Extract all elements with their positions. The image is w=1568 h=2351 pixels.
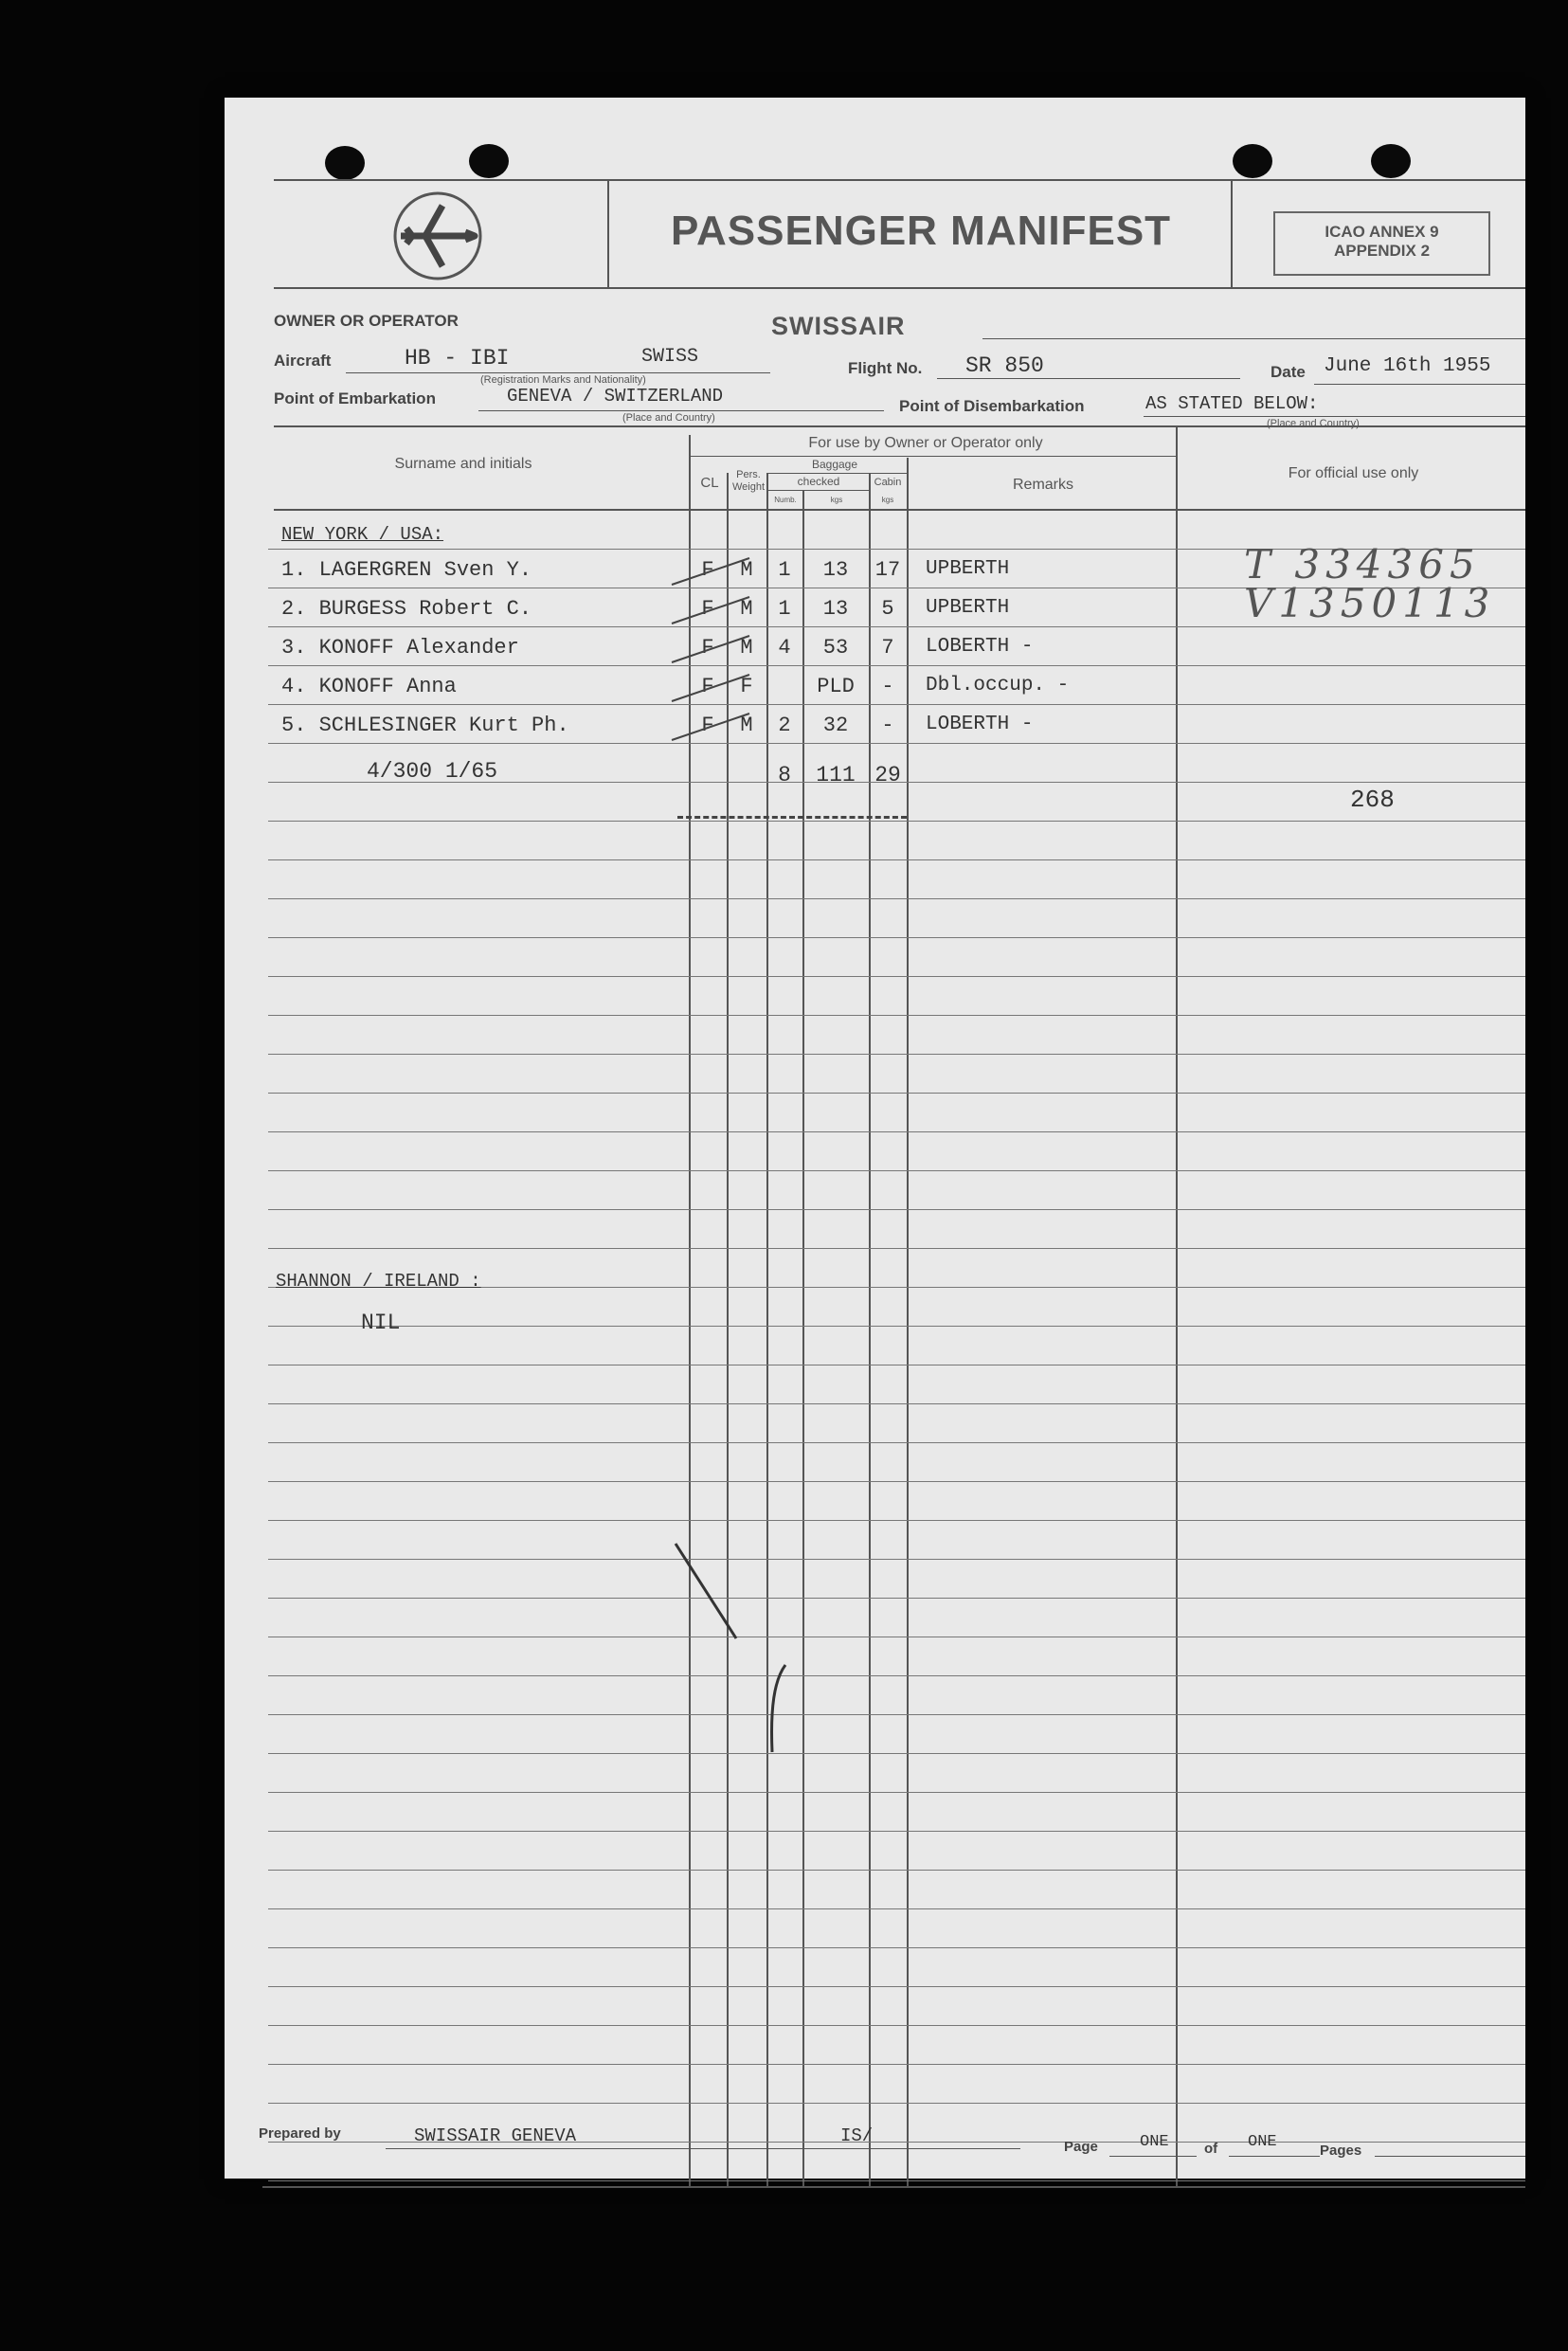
cabin-kgs: - [881, 675, 894, 698]
baggage-kgs: 13 [822, 597, 849, 621]
remarks-header: Remarks [1012, 477, 1073, 493]
form-title: PASSENGER MANIFEST [670, 208, 1172, 254]
official-handwritten-number: V1350113 [1244, 580, 1496, 626]
signature: IS/ [840, 2125, 874, 2146]
row-rule [268, 665, 1525, 666]
passenger-class: F [701, 636, 714, 660]
row-rule [268, 1326, 1525, 1327]
baggage-numb: 2 [778, 714, 791, 737]
disembarkation-label: Point of Disembarkation [899, 397, 1085, 415]
kgs-header: kgs [830, 496, 843, 504]
row-rule [268, 626, 1525, 627]
flight-value: SR 850 [965, 353, 1044, 378]
row-rule [268, 1908, 1525, 1909]
row-rule [268, 1442, 1525, 1443]
row-rule [268, 1170, 1525, 1171]
punch-hole [469, 144, 509, 178]
passenger-remarks: UPBERTH [926, 558, 1010, 580]
pen-slash-mark [668, 669, 753, 707]
pers-weight-header [729, 469, 768, 494]
annex-line: ICAO ANNEX 9 [1325, 223, 1439, 241]
baggage-kgs: 53 [822, 636, 849, 660]
of-value: ONE [1248, 2133, 1277, 2151]
flight-label: Flight No. [848, 359, 923, 377]
section-shannon-heading: SHANNON / IRELAND : [276, 1271, 481, 1292]
cabin-header: Cabin [874, 477, 902, 488]
cabin-kgs: 7 [881, 636, 894, 660]
row-rule [268, 1520, 1525, 1521]
totals-cabin: 29 [874, 763, 901, 787]
surname-header: Surname and initials [394, 456, 532, 472]
numb-header: Numb. [774, 496, 797, 504]
airline-logo-icon [387, 190, 488, 281]
passenger-class: F [701, 714, 714, 737]
pers-label: Pers. [736, 469, 761, 480]
baggage-numb: 1 [778, 558, 791, 582]
pen-strike-mark [670, 1540, 746, 1644]
passenger-remarks: LOBERTH - [926, 714, 1034, 735]
checked-header: checked [797, 475, 840, 488]
page-value: ONE [1140, 2133, 1169, 2151]
cl-header: CL [700, 475, 719, 491]
aircraft-hint: (Registration Marks and Nationality) [480, 374, 646, 386]
date-label: Date [1271, 363, 1306, 381]
row-rule [268, 2103, 1525, 2104]
aircraft-label: Aircraft [274, 352, 332, 370]
row-rule [268, 2064, 1525, 2065]
row-rule [268, 859, 1525, 860]
passenger-remarks: Dbl.occup. - [926, 675, 1070, 696]
passenger-weight: M [740, 597, 753, 621]
disembarkation-value: AS STATED BELOW: [1145, 393, 1319, 414]
of-label: of [1204, 2141, 1218, 2157]
row-rule [268, 1831, 1525, 1832]
passenger-weight: M [740, 714, 753, 737]
date-value: June 16th 1955 [1324, 355, 1491, 377]
row-rule [268, 1947, 1525, 1948]
prepared-by-value: SWISSAIR GENEVA [414, 2125, 577, 2146]
row-rule [268, 1753, 1525, 1754]
baggage-header: Baggage [811, 458, 858, 471]
weight-label: Weight [731, 481, 766, 493]
section-new-york-heading: NEW YORK / USA: [281, 524, 444, 545]
passenger-class: F [701, 597, 714, 621]
row-rule [268, 1986, 1525, 1987]
official-header: For official use only [1288, 465, 1419, 481]
baggage-numb: 4 [778, 636, 791, 660]
pen-slash-mark [668, 591, 753, 629]
row-rule [268, 898, 1525, 899]
row-rule [268, 976, 1525, 977]
cabin-kgs: 5 [881, 597, 894, 621]
row-rule [268, 1481, 1525, 1482]
punch-hole [325, 146, 365, 180]
aircraft-registration: HB - IBI [405, 346, 510, 371]
totals-kgs: 111 [816, 763, 856, 787]
row-rule [268, 1870, 1525, 1871]
totals-official: 268 [1350, 786, 1395, 814]
row-rule [268, 1248, 1525, 1249]
row-rule [268, 704, 1525, 705]
row-rule [268, 1598, 1525, 1599]
embarkation-hint: (Place and Country) [622, 412, 715, 424]
punch-hole [1233, 144, 1272, 178]
passenger-class: F [701, 675, 714, 698]
owner-value: SWISSAIR [771, 312, 906, 340]
row-rule [268, 1131, 1525, 1132]
passenger-remarks: UPBERTH [926, 597, 1010, 619]
row-rule [268, 1209, 1525, 1210]
passenger-remarks: LOBERTH - [926, 636, 1034, 658]
pages-label: Pages [1320, 2143, 1362, 2159]
cabin-kgs: 17 [874, 558, 901, 582]
row-rule [268, 743, 1525, 744]
prepared-by-label: Prepared by [259, 2125, 341, 2142]
passenger-weight: M [740, 558, 753, 582]
baggage-kgs: PLD [817, 675, 855, 698]
baggage-kgs: 13 [822, 558, 849, 582]
passenger-class: F [701, 558, 714, 582]
row-rule [268, 1559, 1525, 1560]
row-rule [268, 1675, 1525, 1676]
official-handwritten-number: T 334365 [1244, 541, 1481, 588]
cabin-kgs-header: kgs [881, 496, 894, 504]
disembarkation-hint: (Place and Country) [1267, 418, 1360, 429]
aircraft-nationality: SWISS [641, 346, 699, 368]
icao-annex-box [1273, 211, 1490, 276]
passenger-weight: F [740, 675, 753, 698]
row-rule [268, 1403, 1525, 1404]
row-rule [268, 1015, 1525, 1016]
embarkation-value: GENEVA / SWITZERLAND [507, 386, 724, 407]
page-label: Page [1064, 2139, 1098, 2155]
passenger-name: 5. SCHLESINGER Kurt Ph. [281, 714, 569, 737]
totals-numb: 8 [778, 763, 791, 787]
pen-curve-mark [765, 1661, 793, 1756]
passenger-name: 3. KONOFF Alexander [281, 636, 519, 660]
punch-hole [1371, 144, 1411, 178]
totals-summary: 4/300 1/65 [367, 759, 498, 784]
row-rule [268, 1792, 1525, 1793]
cabin-kgs: - [881, 714, 894, 737]
row-rule [268, 1714, 1525, 1715]
embarkation-label: Point of Embarkation [274, 389, 436, 407]
passenger-name: 2. BURGESS Robert C. [281, 597, 532, 621]
pen-slash-mark [668, 708, 753, 746]
appendix-line: APPENDIX 2 [1333, 242, 1431, 260]
row-rule [268, 937, 1525, 938]
owner-use-header: For use by Owner or Operator only [808, 435, 1043, 451]
row-rule [268, 821, 1525, 822]
pen-slash-mark [668, 630, 753, 668]
pen-slash-mark [668, 552, 753, 590]
row-rule [268, 1093, 1525, 1094]
passenger-name: 4. KONOFF Anna [281, 675, 457, 698]
row-rule [268, 2025, 1525, 2026]
section-shannon-value: NIL [361, 1311, 401, 1335]
baggage-kgs: 32 [822, 714, 849, 737]
manifest-paper [225, 98, 1525, 2179]
passenger-weight: M [740, 636, 753, 660]
row-rule [268, 2180, 1525, 2181]
passenger-name: 1. LAGERGREN Sven Y. [281, 558, 532, 582]
row-rule [268, 1054, 1525, 1055]
owner-label: OWNER OR OPERATOR [274, 312, 459, 330]
baggage-numb: 1 [778, 597, 791, 621]
